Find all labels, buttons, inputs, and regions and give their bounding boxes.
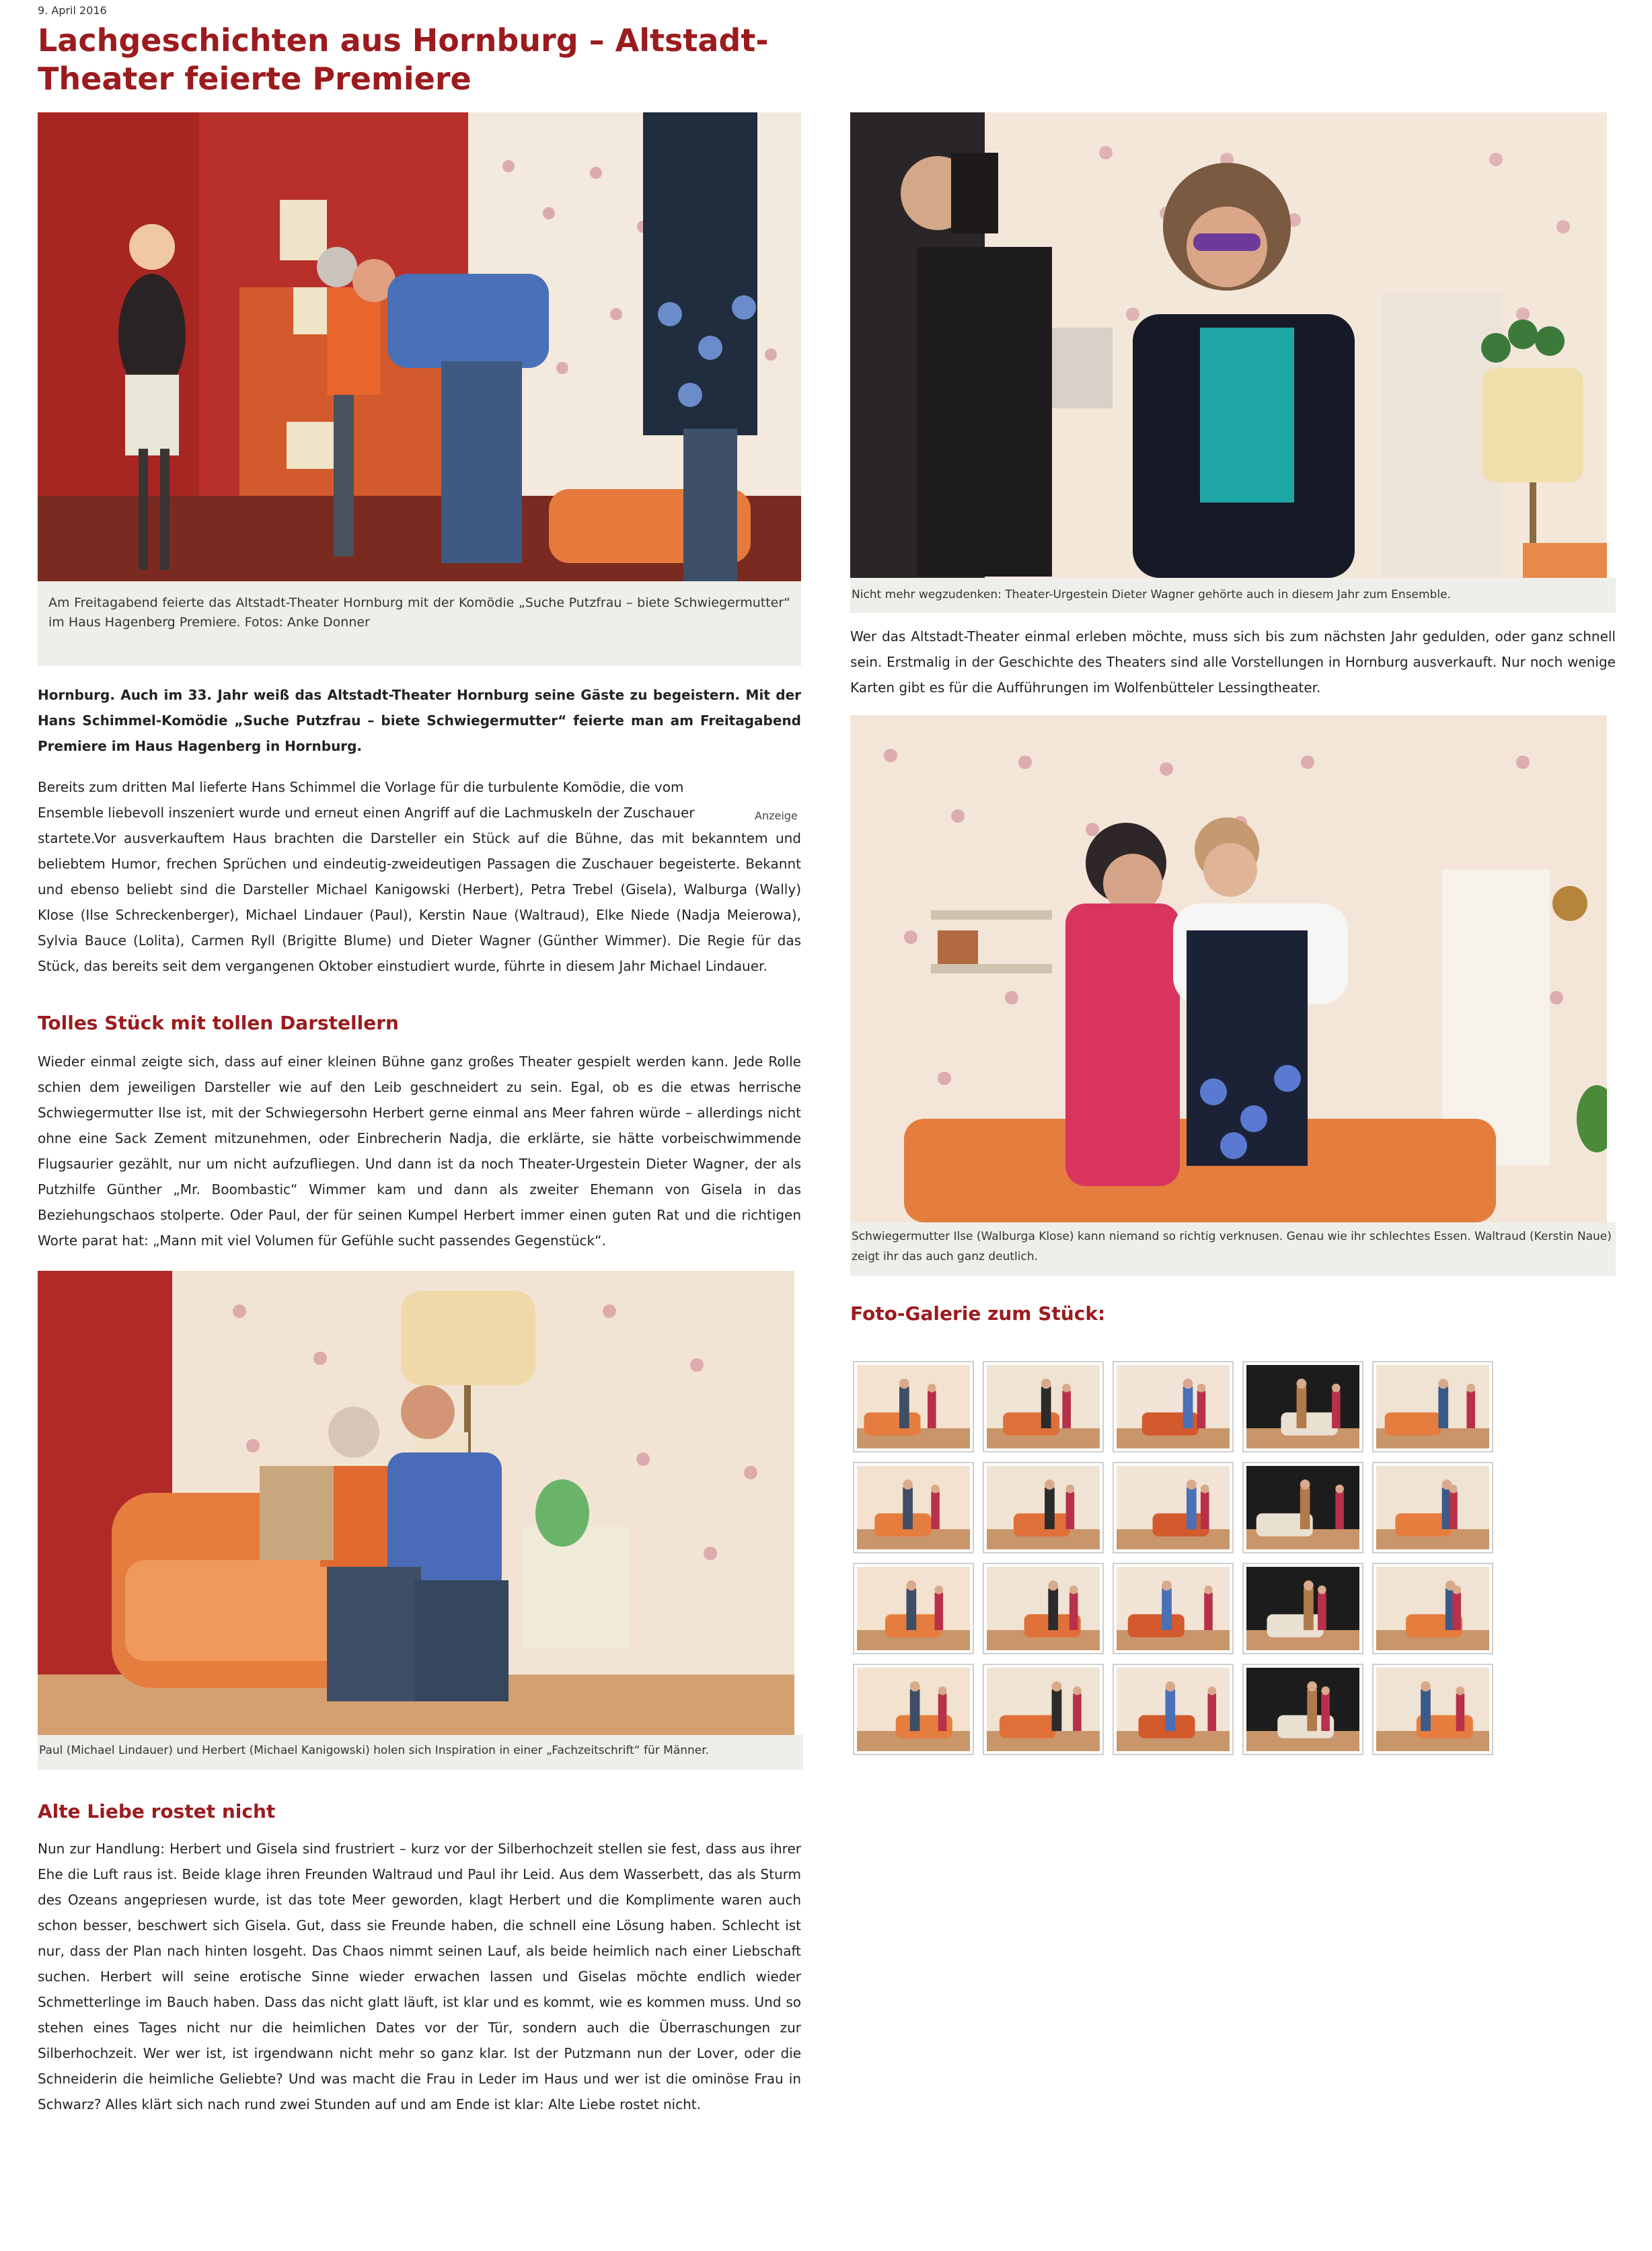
photo-stage-scene-2-image [850, 112, 1607, 578]
gallery-thumbnail-3[interactable] [1113, 1361, 1234, 1452]
gallery-thumbnail-image [1376, 1668, 1489, 1751]
figure-2 [850, 112, 1616, 613]
gallery-thumbnail-18[interactable] [1113, 1664, 1234, 1755]
gallery-thumbnail-15[interactable] [1372, 1563, 1493, 1654]
gallery-thumbnail-image [1246, 1365, 1359, 1448]
gallery-thumbnail-image [857, 1466, 970, 1549]
photo-stage-scene-3-image [850, 715, 1607, 1222]
gallery-thumbnail-12[interactable] [983, 1563, 1104, 1654]
gallery-thumbnail-image [1376, 1567, 1489, 1650]
gallery-thumbnail-image [1117, 1668, 1230, 1751]
gallery-thumbnail-5[interactable] [1372, 1361, 1493, 1452]
left-column [38, 112, 801, 2117]
gallery-thumbnail-1[interactable] [853, 1361, 974, 1452]
photo-stage-scene-2[interactable] [850, 112, 1607, 578]
gallery-thumbnail-13[interactable] [1113, 1563, 1234, 1654]
gallery-thumbnail-7[interactable] [983, 1462, 1104, 1553]
right-column [850, 112, 1616, 1755]
figure-1 [38, 112, 801, 666]
gallery-thumbnail-11[interactable] [853, 1563, 974, 1654]
figure-1-caption: Am Freitagabend feierte das Altstadt-Theater Hornburg mit der Komödie „Suche Putzfrau – biete Schwiegermutter“ im Haus Hagenberg Premiere. Fotos: Anke Donner [38, 581, 801, 666]
gallery-thumbnail-14[interactable] [1242, 1563, 1363, 1654]
article-lead: Hornburg. Auch im 33. Jahr weiß das Altstadt-Theater Hornburg seine Gäste zu begeistern. Mit der Hans Schimmel-Komödie „Suche Putzfrau – biete Schwiegermutter“ feierte man am Freitagabend Premiere im Haus Hagenberg in Hornburg. [38, 687, 801, 754]
figure-4 [38, 1271, 803, 1770]
gallery-thumbnail-20[interactable] [1372, 1664, 1493, 1755]
paragraph-right: Wer das Altstadt-Theater einmal erleben möchte, muss sich bis zum nächsten Jahr gedulden, oder ganz schnell sein. Erstmalig in der Geschichte des Theaters sind alle Vorstellungen in Hornburg ausverkauft. Nur noch wenige Karten gibt es für die Aufführungen im Wolfenbütteler Lessingtheater. [850, 628, 1616, 696]
gallery-thumbnail-19[interactable] [1242, 1664, 1363, 1755]
article-title: Lachgeschichten aus Hornburg – Altstadt-Theater feierte Premiere [38, 22, 769, 97]
paragraph-2: Wieder einmal zeigte sich, dass auf einer kleinen Bühne ganz großes Theater gespielt werden kann. Jede Rolle schien dem jeweiligen Darsteller wie auf den Leib geschneidert zu sein. Egal, ob es die etwas herrische Schwiegermutter Ilse ist, mit der Schwiegersohn Herbert gerne einmal ans Meer fahren würde – allerdings nicht ohne eine Sack Zement mitzunehmen, oder Einbrecherin Nadja, die erklärte, sie hätte vorbeischwimmende Flugsaurier gezählt, nur um nicht aufzufliegen. Und dann ist da noch Theater-Urgestein Dieter Wagner, der als Putzhilfe Günther „Mr. Boombastic“ Wimmer kam und dann als zweiter Ehemann von Gisela in das Beziehungschaos stolperte. Oder Paul, der für seinen Kumpel Herbert immer einen guten Rat und die richtigen Worte parat hat: „Mann mit viel Volumen für Gefühle sucht passendes Gegenstück“. [38, 1054, 801, 1249]
paragraph-1-line-2: Ensemble liebevoll inszeniert wurde und erneut einen Angriff auf die Lachmuskeln der Zuschauer [38, 805, 695, 821]
photo-stage-scene-1[interactable] [38, 112, 801, 581]
figure-2-caption: Nicht mehr wegzudenken: Theater-Urgestein Dieter Wagner gehörte auch in diesem Jahr zum Ensemble. [850, 578, 1616, 613]
gallery-thumbnail-17[interactable] [983, 1664, 1104, 1755]
ad-label: Anzeige [755, 809, 798, 822]
subheading-1: Tolles Stück mit tollen Darstellern [38, 1012, 399, 1034]
gallery-thumbnail-image [1246, 1567, 1359, 1650]
photo-gallery [853, 1361, 1616, 1755]
gallery-thumbnail-image [1246, 1668, 1359, 1751]
gallery-thumbnail-image [1117, 1466, 1230, 1549]
gallery-thumbnail-9[interactable] [1242, 1462, 1363, 1553]
gallery-thumbnail-image [1376, 1466, 1489, 1549]
gallery-thumbnail-6[interactable] [853, 1462, 974, 1553]
paragraph-1-line-1: Bereits zum dritten Mal lieferte Hans Schimmel die Vorlage für die turbulente Komödie, die vom [38, 779, 684, 795]
photo-stage-scene-4-image [38, 1271, 794, 1735]
figure-3 [850, 715, 1616, 1276]
gallery-thumbnail-image [987, 1466, 1100, 1549]
article-date: 9. April 2016 [38, 4, 107, 17]
photo-stage-scene-4[interactable] [38, 1271, 794, 1735]
gallery-thumbnail-image [857, 1365, 970, 1448]
paragraph-1-rest: Vor ausverkauftem Haus brachten die Darsteller ein Stück auf die Bühne, das mit bekanntem und beliebtem Humor, frechen Sprüchen und eindeutig-zweideutigen Passagen die Zuschauer begeisterte. Bekannt und ebenso beliebt sind die Darsteller Michael Kanigowski (Herbert), Petra Trebel (Gisela), Walburga (Wally) Klose (Ilse Schreckenberger), Michael Lindauer (Paul), Kerstin Naue (Waltraud), Elke Niede (Nadja Meierowa), Sylvia Bauce (Lolita), Carmen Ryll (Brigitte Blume) und Dieter Wagner (Günther Wimmer). Die Regie für das Stück, das bereits seit dem vergangenen Oktober einstudiert wurde, führte in diesem Jahr Michael Lindauer. [38, 830, 801, 974]
gallery-thumbnail-image [1376, 1365, 1489, 1448]
paragraph-3: Nun zur Handlung: Herbert und Gisela sind frustriert – kurz vor der Silberhochzeit stellen sie fest, dass aus ihrer Ehe die Luft raus ist. Beide klage ihren Freunden Waltraud und Paul ihr Leid. Aus dem Wasserbett, das als Sturm des Ozeans angepriesen wurde, ist das tote Meer geworden, klagt Herbert und die Komplimente waren auch schon besser, beschwert sich Gisela. Gut, dass sie Freunde haben, die schnell eine Lösung haben. Schlecht ist nur, dass der Plan nach hinten losgeht. Das Chaos nimmt seinen Lauf, als beide heimlich nach einer Liebschaft suchen. Herbert will seine erotische Sinne wieder erwachen lassen und Giselas möchte endlich wieder Schmetterlinge im Bauch haben. Dass das nicht glatt läuft, ist klar und es kommt, wie es kommen muss. Und so stehen eines Tages nicht nur die heimlichen Dates vor der Tür, sondern auch die Überraschungen zur Silberhochzeit. Wer wer ist, ist irgendwann nicht mehr so ganz klar. Ist der Putzmann nun der Lover, oder die Schneiderin die heimliche Geliebte? Und was macht die Frau in Leder im Haus und wer ist die ominöse Frau in Schwarz? Alles klärt sich nach rund zwei Stunden auf und am Ende ist klar: Alte Liebe rostet nicht. [38, 1841, 801, 2112]
gallery-thumbnail-image [857, 1668, 970, 1751]
gallery-thumbnail-2[interactable] [983, 1361, 1104, 1452]
gallery-thumbnail-image [987, 1365, 1100, 1448]
paragraph-1-line-3-start: startete. [38, 830, 96, 846]
gallery-thumbnail-image [857, 1567, 970, 1650]
paragraph-1-block [38, 774, 801, 979]
photo-stage-scene-3[interactable] [850, 715, 1607, 1222]
gallery-thumbnail-10[interactable] [1372, 1462, 1493, 1553]
gallery-thumbnail-image [1117, 1567, 1230, 1650]
gallery-thumbnail-16[interactable] [853, 1664, 974, 1755]
photo-stage-scene-1-image [38, 112, 801, 581]
figure-3-caption: Schwiegermutter Ilse (Walburga Klose) kann niemand so richtig verknusen. Genau wie ihr schlechtes Essen. Waltraud (Kerstin Naue) zeigt ihr das auch ganz deutlich. [850, 1222, 1616, 1276]
gallery-thumbnail-image [1117, 1365, 1230, 1448]
subheading-2: Alte Liebe rostet nicht [38, 1800, 276, 1822]
gallery-thumbnail-4[interactable] [1242, 1361, 1363, 1452]
gallery-heading: Foto-Galerie zum Stück: [850, 1302, 1106, 1325]
gallery-thumbnail-image [987, 1567, 1100, 1650]
figure-4-caption: Paul (Michael Lindauer) und Herbert (Michael Kanigowski) holen sich Inspiration in einer „Fachzeitschrift“ für Männer. [38, 1735, 803, 1770]
gallery-thumbnail-image [1246, 1466, 1359, 1549]
gallery-thumbnail-8[interactable] [1113, 1462, 1234, 1553]
gallery-thumbnail-image [987, 1668, 1100, 1751]
